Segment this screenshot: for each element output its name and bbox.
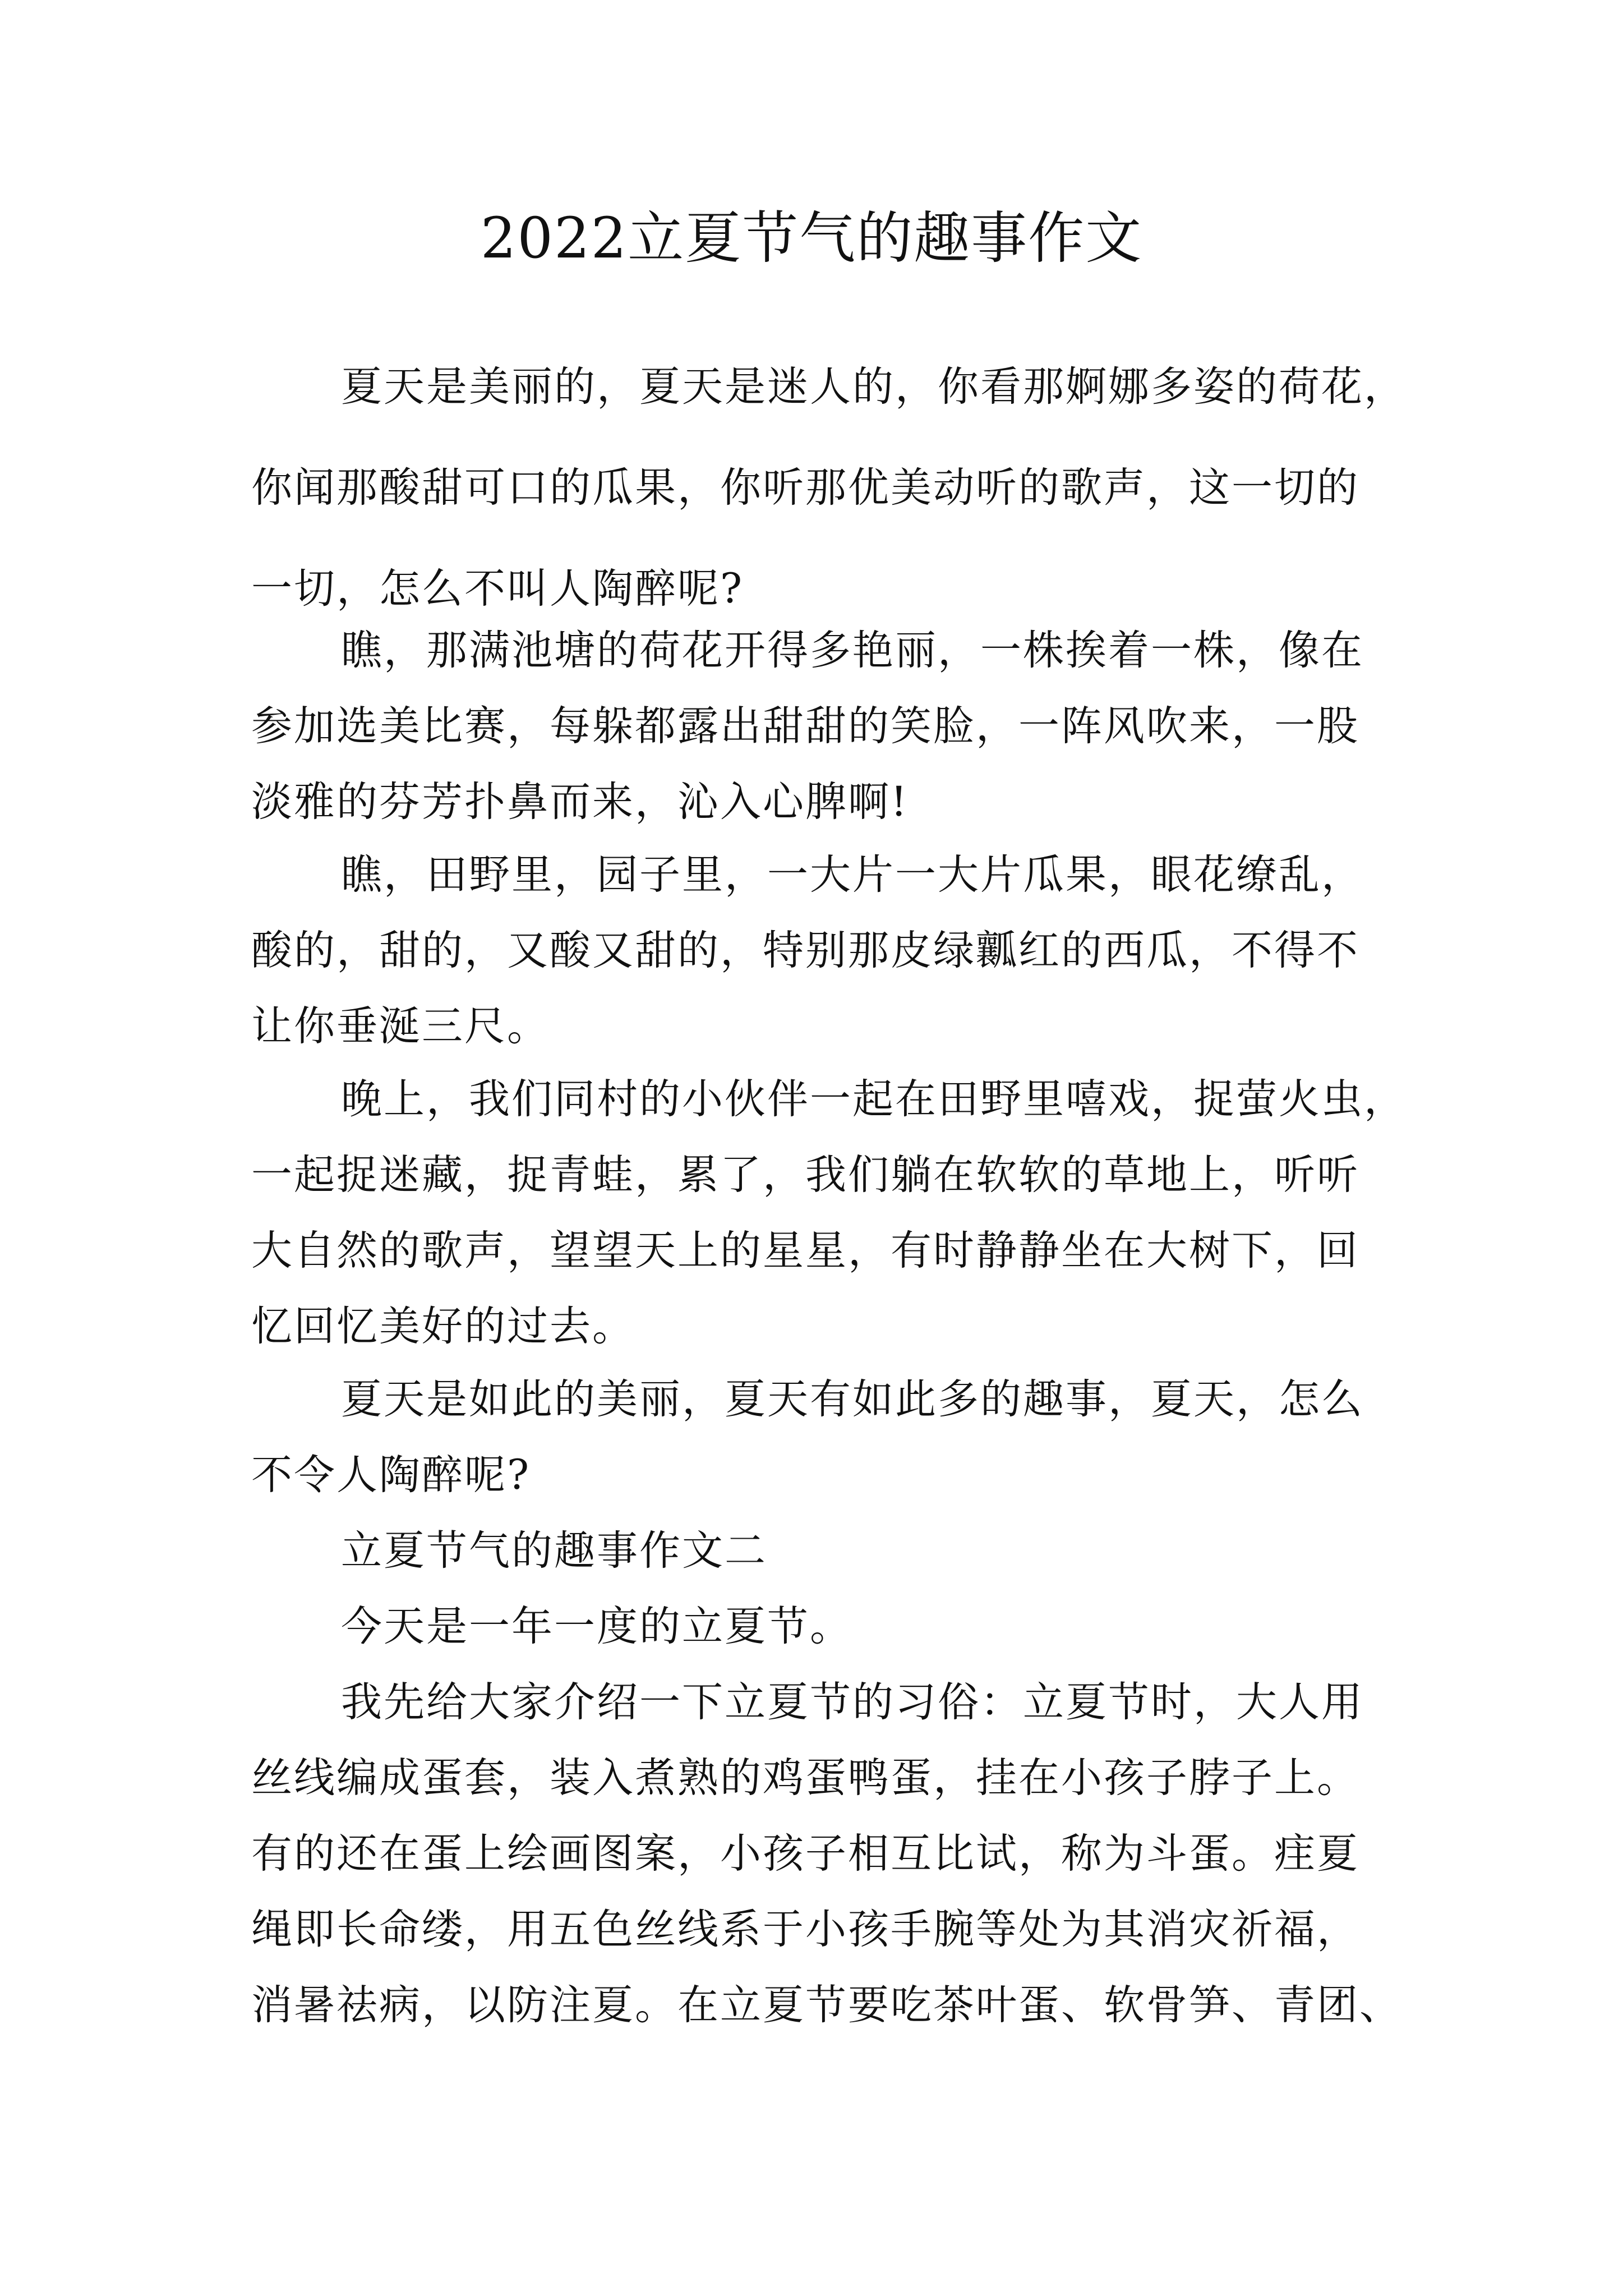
paragraph-line: 淡雅的芬芳扑鼻而来，沁入心脾啊! [251,778,909,826]
paragraph-line: 绳即长命缕，用五色丝线系于小孩手腕等处为其消灾祈福， [251,1906,1359,1953]
paragraph-line: 参加选美比赛，每躲都露出甜甜的笑脸，一阵风吹来，一股 [251,702,1359,750]
paragraph-line: 有的还在蛋上绘画图案，小孩子相互比试，称为斗蛋。疰夏 [251,1830,1359,1878]
paragraph-line: 瞧，田野里，园子里，一大片一大片瓜果，眼花缭乱， [341,851,1364,899]
paragraph-line: 丝线编成蛋套，装入煮熟的鸡蛋鸭蛋，挂在小孩子脖子上。 [251,1754,1359,1802]
paragraph-line: 今天是一年一度的立夏节。 [341,1603,852,1650]
paragraph-line: 晚上，我们同村的小伙伴一起在田野里嘻戏，捉萤火虫， [341,1075,1407,1123]
paragraph-line: 一起捉迷藏，捉青蛙，累了，我们躺在软软的草地上，听听 [251,1151,1359,1199]
section-heading: 立夏节气的趣事作文二 [341,1527,767,1575]
paragraph-line: 酸的，甜的，又酸又甜的，特别那皮绿瓤红的西瓜，不得不 [251,927,1359,974]
paragraph-line: 瞧，那满池塘的荷花开得多艳丽，一株挨着一株，像在 [341,627,1364,674]
paragraph-line: 我先给大家介绍一下立夏节的习俗：立夏节时，大人用 [341,1678,1364,1726]
paragraph-line: 夏天是美丽的，夏天是迷人的，你看那婀娜多姿的荷花， [341,363,1407,411]
paragraph-line: 你闻那酸甜可口的瓜果，你听那优美动听的歌声，这一切的 [251,464,1359,512]
paragraph-line: 让你垂涎三尺。 [251,1002,550,1050]
paragraph-line: 不令人陶醉呢? [251,1451,531,1499]
paragraph-line: 消暑祛病，以防注夏。在立夏节要吃茶叶蛋、软骨笋、青团、 [251,1981,1402,2029]
paragraph-line: 一切，怎么不叫人陶醉呢? [251,565,744,613]
paragraph-line: 忆回忆美好的过去。 [251,1303,635,1350]
paragraph-line: 夏天是如此的美丽，夏天有如此多的趣事，夏天，怎么 [341,1375,1364,1423]
document-title: 2022立夏节气的趣事作文 [480,205,1143,271]
paragraph-line: 大自然的歌声，望望天上的星星，有时静静坐在大树下，回 [251,1227,1359,1274]
